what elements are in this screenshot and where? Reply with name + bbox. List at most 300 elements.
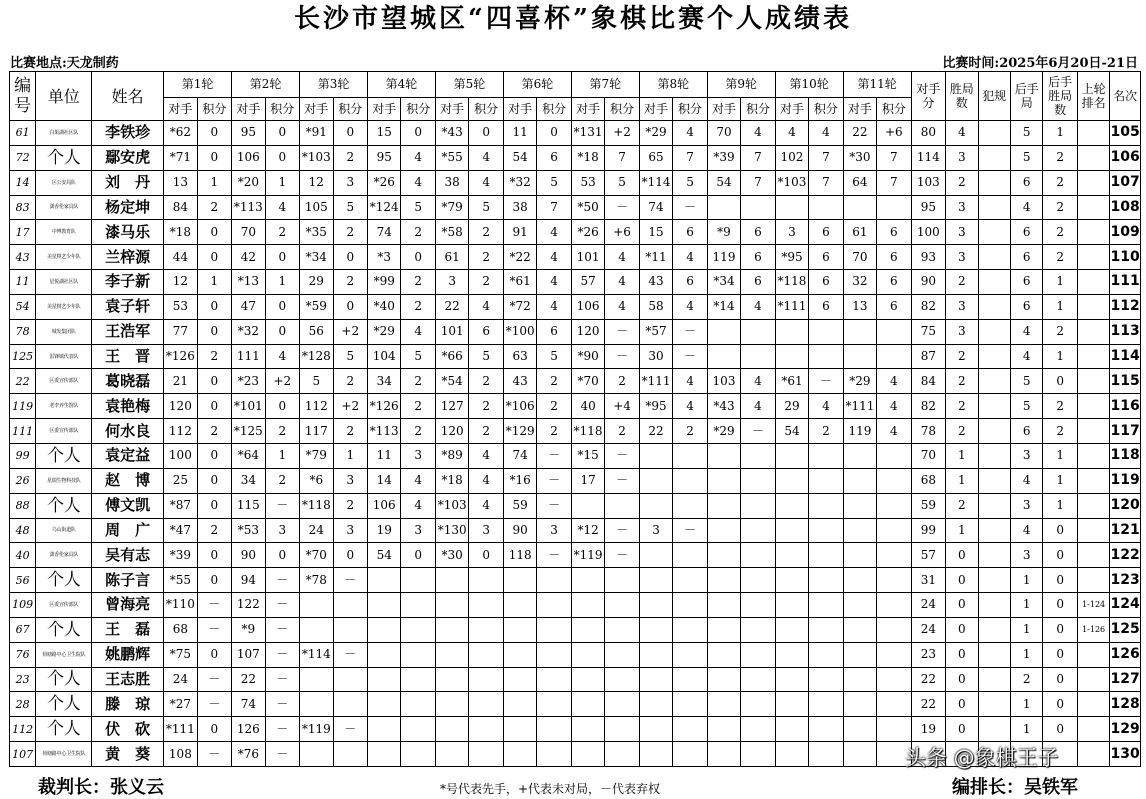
header-unit: 单位 [36, 72, 92, 121]
round-opponent [503, 642, 536, 667]
wins-count: 2 [946, 493, 978, 518]
round-points: 4 [741, 369, 775, 394]
round-opponent: 43 [639, 270, 672, 295]
round-points [741, 642, 775, 667]
header-opponent: 对手 [164, 98, 197, 121]
round-points [741, 692, 775, 717]
second-wins-count: 2 [1043, 319, 1077, 344]
round-points: 0 [197, 443, 231, 468]
round-points [741, 742, 775, 767]
round-points: － [537, 468, 571, 493]
player-unit: 个人 [36, 667, 92, 692]
opp-score: 87 [911, 344, 945, 369]
round-opponent: 24 [300, 518, 333, 543]
round-opponent: 22 [435, 294, 468, 319]
player-number: 112 [10, 717, 36, 742]
wins-count: 3 [946, 195, 978, 220]
table-row [10, 145, 1141, 170]
round-points: 1 [265, 270, 299, 295]
round-opponent: *131 [571, 121, 604, 146]
round-opponent [843, 468, 876, 493]
round-points [673, 617, 707, 642]
opp-score: 57 [911, 543, 945, 568]
header-second: 后手局 [1010, 72, 1042, 121]
prev-rank [1077, 294, 1109, 319]
round-opponent [639, 642, 672, 667]
round-points [673, 593, 707, 618]
round-opponent: *106 [503, 394, 536, 419]
header-round: 第4轮 [368, 72, 436, 98]
second-count: 4 [1010, 468, 1042, 493]
round-opponent: 21 [164, 369, 197, 394]
round-points: 4 [469, 170, 503, 195]
round-opponent: 38 [435, 170, 468, 195]
header-round: 第10轮 [775, 72, 843, 98]
round-opponent: 119 [707, 245, 740, 270]
round-points [469, 642, 503, 667]
round-points [605, 568, 639, 593]
player-number: 54 [10, 294, 36, 319]
player-unit: 美星棋艺少年队 [36, 294, 92, 319]
round-points [605, 692, 639, 717]
round-points: 6 [673, 220, 707, 245]
prev-rank [1077, 195, 1109, 220]
round-opponent [435, 717, 468, 742]
prev-rank [1077, 145, 1109, 170]
round-opponent [368, 593, 401, 618]
round-points: － [265, 692, 299, 717]
round-opponent [368, 667, 401, 692]
round-points: 0 [333, 294, 367, 319]
round-points: － [265, 667, 299, 692]
round-opponent: *100 [503, 319, 536, 344]
round-points: 4 [469, 443, 503, 468]
round-points: 4 [877, 419, 911, 444]
player-name: 王 晋 [92, 344, 164, 369]
round-points: － [605, 518, 639, 543]
table-row [10, 195, 1141, 220]
round-points: 3 [333, 468, 367, 493]
player-number: 107 [10, 742, 36, 767]
round-points: +4 [605, 394, 639, 419]
round-points: － [197, 742, 231, 767]
player-number: 43 [10, 245, 36, 270]
round-points [741, 568, 775, 593]
round-opponent: 29 [775, 394, 808, 419]
round-points: 2 [469, 419, 503, 444]
round-points: － [265, 568, 299, 593]
round-opponent [843, 717, 876, 742]
round-opponent: *110 [164, 593, 197, 618]
round-opponent [571, 692, 604, 717]
second-count: 1 [1010, 568, 1042, 593]
round-points: 4 [673, 245, 707, 270]
round-opponent [707, 195, 740, 220]
round-points: 5 [401, 344, 435, 369]
round-points: +6 [605, 220, 639, 245]
final-rank: 119 [1110, 468, 1141, 493]
table-row [10, 617, 1141, 642]
round-points: 4 [265, 344, 299, 369]
round-points: － [741, 419, 775, 444]
round-points: 0 [197, 493, 231, 518]
second-wins-count: 1 [1043, 493, 1077, 518]
legend-note: *号代表先手，+代表未对局，－代表弃权 [440, 782, 661, 796]
round-points [809, 617, 843, 642]
round-opponent [368, 717, 401, 742]
table-row [10, 419, 1141, 444]
round-points: 6 [741, 220, 775, 245]
second-count: 5 [1010, 369, 1042, 394]
round-opponent: *43 [707, 394, 740, 419]
prev-rank [1077, 394, 1109, 419]
round-points: 4 [605, 270, 639, 295]
round-points: 7 [605, 145, 639, 170]
round-opponent [843, 593, 876, 618]
player-name: 袁艳梅 [92, 394, 164, 419]
round-opponent: *111 [843, 394, 876, 419]
round-opponent: *111 [775, 294, 808, 319]
round-points: － [537, 543, 571, 568]
second-count: 1 [1010, 617, 1042, 642]
round-opponent: 120 [571, 319, 604, 344]
player-name: 曾海亮 [92, 593, 164, 618]
round-opponent [775, 195, 808, 220]
round-opponent: 91 [503, 220, 536, 245]
round-opponent: 30 [639, 344, 672, 369]
header-points: 积分 [809, 98, 843, 121]
round-opponent [368, 642, 401, 667]
round-points [605, 617, 639, 642]
round-opponent: 90 [232, 543, 265, 568]
round-points [673, 468, 707, 493]
round-opponent [571, 642, 604, 667]
second-count: 1 [1010, 593, 1042, 618]
round-points [877, 518, 911, 543]
round-points [741, 717, 775, 742]
round-points: 2 [333, 369, 367, 394]
round-opponent [639, 667, 672, 692]
player-unit: 个人 [36, 443, 92, 468]
prev-rank [1077, 419, 1109, 444]
header-opponent: 对手 [368, 98, 401, 121]
round-points: 0 [197, 220, 231, 245]
player-number: 26 [10, 468, 36, 493]
round-opponent [775, 543, 808, 568]
player-number: 23 [10, 667, 36, 692]
round-points: 1 [197, 270, 231, 295]
round-points [809, 593, 843, 618]
round-points: 5 [333, 344, 367, 369]
round-opponent [843, 319, 876, 344]
round-points: 3 [401, 443, 435, 468]
round-opponent: 95 [368, 145, 401, 170]
round-opponent: 14 [368, 468, 401, 493]
round-points [401, 717, 435, 742]
table-row [10, 692, 1141, 717]
round-opponent: *129 [503, 419, 536, 444]
round-opponent [775, 717, 808, 742]
round-opponent [368, 568, 401, 593]
round-opponent: 34 [232, 468, 265, 493]
second-wins-count: 1 [1043, 294, 1077, 319]
round-opponent: 74 [503, 443, 536, 468]
opp-score: 24 [911, 593, 945, 618]
round-opponent [843, 493, 876, 518]
round-opponent: 112 [300, 394, 333, 419]
round-opponent: *18 [571, 145, 604, 170]
round-points: 7 [741, 145, 775, 170]
round-points: － [265, 617, 299, 642]
prev-rank [1077, 270, 1109, 295]
table-row [10, 593, 1141, 618]
round-points [333, 617, 367, 642]
wins-count: 2 [946, 419, 978, 444]
opp-score: 31 [911, 568, 945, 593]
player-unit: 个人 [36, 145, 92, 170]
round-opponent [639, 692, 672, 717]
round-points [809, 568, 843, 593]
prev-rank [1077, 369, 1109, 394]
round-points: 2 [265, 468, 299, 493]
round-points: 4 [809, 121, 843, 146]
second-wins-count: 0 [1043, 369, 1077, 394]
second-count: 4 [1010, 319, 1042, 344]
round-points: 5 [605, 170, 639, 195]
opp-score: 78 [911, 419, 945, 444]
round-opponent: 54 [368, 543, 401, 568]
final-rank: 107 [1110, 170, 1141, 195]
player-unit: 白果湖社区队 [36, 121, 92, 146]
round-opponent: *54 [435, 369, 468, 394]
round-opponent: 74 [368, 220, 401, 245]
round-points [877, 568, 911, 593]
header-points: 积分 [537, 98, 571, 121]
final-rank: 113 [1110, 319, 1141, 344]
player-unit: 乌山街道队 [36, 518, 92, 543]
table-row [10, 121, 1141, 146]
round-opponent: 44 [164, 245, 197, 270]
wins-count: 3 [946, 319, 978, 344]
table-row [10, 170, 1141, 195]
round-points: 4 [537, 245, 571, 270]
round-points [401, 642, 435, 667]
round-points [673, 443, 707, 468]
round-points [809, 717, 843, 742]
round-opponent: 127 [435, 394, 468, 419]
wins-count: 0 [946, 717, 978, 742]
round-points: 0 [265, 145, 299, 170]
round-opponent: 29 [300, 270, 333, 295]
player-name: 李铁珍 [92, 121, 164, 146]
round-opponent: *9 [707, 220, 740, 245]
round-points [809, 667, 843, 692]
foul-count [978, 121, 1010, 146]
round-opponent: *13 [232, 270, 265, 295]
header-points: 积分 [741, 98, 775, 121]
header-points: 积分 [877, 98, 911, 121]
round-opponent [775, 493, 808, 518]
round-opponent [639, 543, 672, 568]
table-row [10, 717, 1141, 742]
arranger-label: 编排长：吴铁军 [952, 777, 1078, 798]
player-name: 伏 砍 [92, 717, 164, 742]
round-opponent: 120 [435, 419, 468, 444]
round-points: 5 [333, 195, 367, 220]
round-points: 2 [401, 419, 435, 444]
player-name: 鄢安虎 [92, 145, 164, 170]
final-rank: 120 [1110, 493, 1141, 518]
round-opponent: 56 [300, 319, 333, 344]
round-opponent: *29 [368, 319, 401, 344]
second-count: 3 [1010, 543, 1042, 568]
prev-rank: 1-126 [1077, 617, 1109, 642]
round-opponent: 15 [639, 220, 672, 245]
round-opponent: 12 [164, 270, 197, 295]
opp-score: 70 [911, 443, 945, 468]
round-opponent: 54 [707, 170, 740, 195]
round-opponent: 77 [164, 319, 197, 344]
round-points: 2 [197, 518, 231, 543]
round-opponent: 106 [232, 145, 265, 170]
round-points: － [673, 344, 707, 369]
round-points: 7 [809, 145, 843, 170]
prev-rank [1077, 245, 1109, 270]
foul-count [978, 518, 1010, 543]
table-row [10, 344, 1141, 369]
round-points: 0 [401, 245, 435, 270]
round-points: 6 [877, 270, 911, 295]
prev-rank [1077, 667, 1109, 692]
round-points [809, 642, 843, 667]
round-points [537, 742, 571, 767]
player-number: 40 [10, 543, 36, 568]
round-opponent [571, 742, 604, 767]
foul-count [978, 245, 1010, 270]
round-opponent [435, 667, 468, 692]
round-opponent [707, 717, 740, 742]
round-opponent: *91 [300, 121, 333, 146]
round-points [877, 593, 911, 618]
round-opponent: *126 [368, 394, 401, 419]
foul-count [978, 593, 1010, 618]
round-points: 4 [741, 121, 775, 146]
round-points: 4 [605, 294, 639, 319]
round-opponent [435, 593, 468, 618]
round-opponent [843, 617, 876, 642]
player-name: 吴有志 [92, 543, 164, 568]
second-wins-count: 0 [1043, 617, 1077, 642]
round-opponent [300, 593, 333, 618]
round-opponent [775, 667, 808, 692]
round-points: 5 [401, 195, 435, 220]
round-opponent: *72 [503, 294, 536, 319]
round-points [673, 493, 707, 518]
opp-score: 68 [911, 468, 945, 493]
round-points: 2 [537, 369, 571, 394]
round-opponent: *15 [571, 443, 604, 468]
foul-count [978, 642, 1010, 667]
round-opponent: *79 [435, 195, 468, 220]
final-rank: 111 [1110, 270, 1141, 295]
round-points: － [265, 493, 299, 518]
header-round: 第3轮 [300, 72, 368, 98]
round-opponent: 53 [571, 170, 604, 195]
round-points [673, 692, 707, 717]
round-points [605, 742, 639, 767]
round-points [809, 692, 843, 717]
round-points [469, 692, 503, 717]
player-unit: 个人 [36, 568, 92, 593]
round-opponent: *39 [707, 145, 740, 170]
round-points: － [537, 493, 571, 518]
header-opponent: 对手 [639, 98, 672, 121]
round-opponent [775, 319, 808, 344]
player-number: 99 [10, 443, 36, 468]
prev-rank [1077, 642, 1109, 667]
round-points: 0 [265, 121, 299, 146]
header-round: 第7轮 [571, 72, 639, 98]
round-points: － [605, 443, 639, 468]
round-opponent: 70 [843, 245, 876, 270]
player-name: 陈子言 [92, 568, 164, 593]
round-points: － [265, 593, 299, 618]
second-wins-count: 2 [1043, 220, 1077, 245]
round-opponent: 3 [775, 220, 808, 245]
wins-count: 0 [946, 617, 978, 642]
round-opponent [639, 742, 672, 767]
second-count: 6 [1010, 294, 1042, 319]
round-opponent: *119 [300, 717, 333, 742]
table-row [10, 667, 1141, 692]
header-opponent: 对手 [435, 98, 468, 121]
second-count: 6 [1010, 220, 1042, 245]
round-opponent: *87 [164, 493, 197, 518]
header-points: 积分 [605, 98, 639, 121]
round-opponent [707, 319, 740, 344]
time-label: 比赛时间:2025年6月20日-21日 [942, 56, 1138, 71]
round-opponent: *114 [639, 170, 672, 195]
round-points: 2 [605, 369, 639, 394]
round-opponent: 95 [232, 121, 265, 146]
round-opponent [435, 692, 468, 717]
player-number: 72 [10, 145, 36, 170]
round-opponent: 43 [503, 369, 536, 394]
foul-count [978, 617, 1010, 642]
round-points: － [197, 617, 231, 642]
round-opponent [639, 468, 672, 493]
second-wins-count: 2 [1043, 419, 1077, 444]
round-opponent [843, 443, 876, 468]
final-rank: 116 [1110, 394, 1141, 419]
round-points: 6 [809, 294, 843, 319]
round-opponent: *125 [232, 419, 265, 444]
wins-count: 2 [946, 344, 978, 369]
wins-count: 0 [946, 543, 978, 568]
round-points: 6 [537, 319, 571, 344]
round-points: 0 [265, 294, 299, 319]
results-table [9, 71, 1141, 767]
round-opponent [707, 642, 740, 667]
second-count: 2 [1010, 667, 1042, 692]
final-rank: 123 [1110, 568, 1141, 593]
round-opponent: 57 [571, 270, 604, 295]
round-points: － [673, 195, 707, 220]
final-rank: 129 [1110, 717, 1141, 742]
round-points: 2 [469, 369, 503, 394]
round-points [401, 692, 435, 717]
round-points: 2 [333, 493, 367, 518]
